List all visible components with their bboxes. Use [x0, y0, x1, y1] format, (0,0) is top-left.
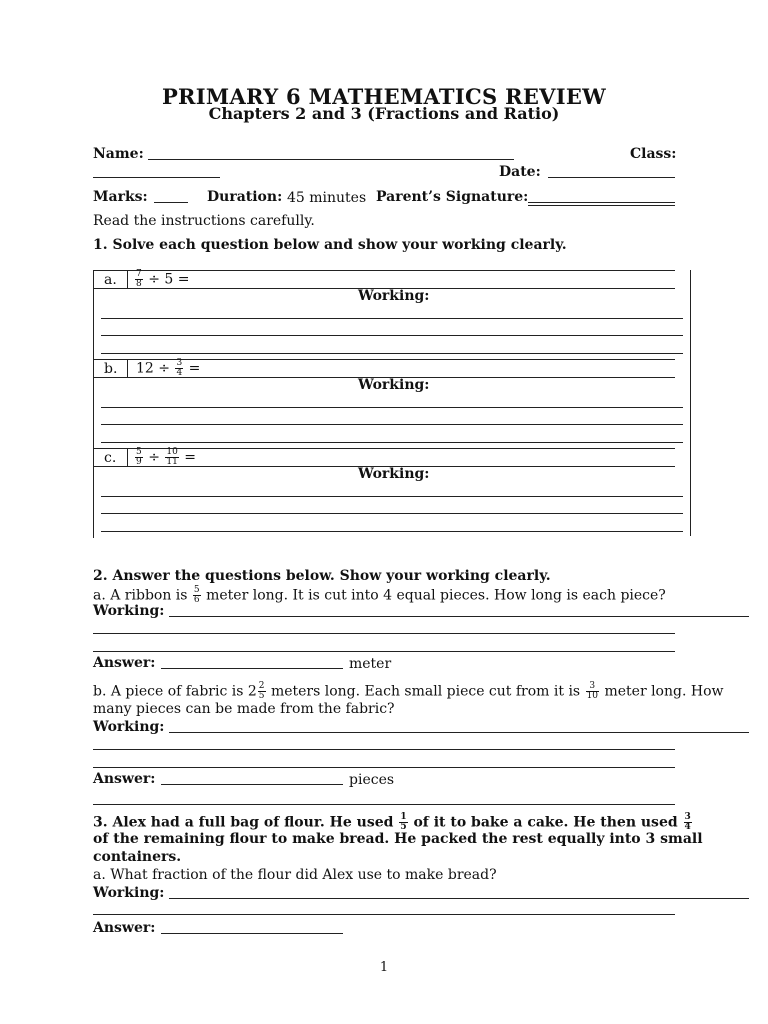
question-text: 3. Alex had a full bag of flour. He used [93, 814, 394, 831]
question-text: meter long. It is cut into 4 equal pieces. How long is each piece? [206, 587, 666, 604]
instructions-text: Read the instructions carefully. [93, 213, 315, 229]
fraction [258, 682, 266, 701]
working-line[interactable] [93, 767, 675, 768]
fraction-denominator: 8 [136, 279, 142, 289]
answer-field[interactable] [161, 668, 343, 669]
operator: ÷ [148, 271, 160, 288]
class-label: Class: [630, 146, 677, 162]
working-label: Working: [358, 288, 430, 304]
working-line[interactable] [93, 633, 675, 634]
name-label: Name: [93, 146, 144, 162]
item-c-letter: c. [104, 450, 117, 466]
answer-unit: pieces [349, 772, 395, 788]
working-line[interactable] [101, 531, 683, 532]
question-text: a. A ribbon is [93, 587, 188, 604]
marks-label: Marks: [93, 189, 148, 205]
fraction [135, 270, 143, 289]
signature-field[interactable] [528, 202, 675, 203]
working-label: Working: [93, 885, 165, 901]
fraction [399, 813, 407, 832]
separator-line [93, 804, 675, 805]
fraction-denominator: 4 [684, 822, 691, 832]
working-line[interactable] [93, 914, 675, 915]
working-label: Working: [358, 466, 430, 482]
answer-label: Answer: [93, 920, 156, 936]
section1-heading: 1. Solve each question below and show your working clearly. [93, 237, 567, 253]
fraction-denominator: 9 [136, 457, 142, 467]
page-title: PRIMARY 6 MATHEMATICS REVIEW [161, 84, 607, 109]
working-label: Working: [93, 603, 165, 619]
date-field[interactable] [548, 177, 675, 178]
fraction-numerator: 3 [176, 358, 183, 368]
working-line[interactable] [93, 749, 675, 750]
box-c-divider [127, 448, 128, 466]
working-label: Working: [358, 377, 430, 393]
box-left-border [93, 448, 94, 538]
working-line[interactable] [169, 616, 749, 617]
expression-lead: 12 ÷ [136, 360, 170, 377]
answer-unit: meter [349, 656, 392, 672]
question-text: meters long. Each small piece cut from it is [270, 683, 581, 700]
answer-field[interactable] [161, 784, 343, 785]
item-b-letter: b. [104, 361, 118, 377]
fraction-denominator: 6 [193, 595, 200, 605]
fraction-denominator: 5 [258, 691, 265, 701]
item-a-expression [134, 270, 189, 289]
expression-rest: = [184, 449, 197, 466]
fraction-numerator: 5 [136, 447, 142, 457]
working-label: Working: [93, 719, 165, 735]
working-line[interactable] [169, 898, 749, 899]
item-c-expression [134, 448, 196, 467]
page-number: 1 [379, 960, 389, 975]
question-3-line1 [93, 813, 693, 832]
section2-heading: 2. Answer the questions below. Show your working clearly. [93, 568, 551, 584]
answer-label: Answer: [93, 771, 156, 787]
working-line[interactable] [101, 318, 683, 319]
working-line[interactable] [101, 496, 683, 497]
box-right-border [690, 270, 691, 536]
fraction-denominator: 11 [166, 457, 178, 467]
question-text: b. A piece of fabric is 2 [93, 683, 257, 700]
name-field[interactable] [148, 159, 514, 160]
fraction-numerator: 1 [400, 812, 407, 822]
item-a-letter: a. [104, 272, 117, 288]
signature-underline [528, 205, 675, 206]
fraction [684, 813, 692, 832]
fraction-numerator: 3 [684, 812, 691, 822]
box-a-divider [127, 270, 128, 288]
fraction-numerator: 3 [586, 682, 599, 692]
question-text: meter long. How [604, 683, 724, 700]
duration-label: Duration: [207, 189, 283, 205]
question-2a-text [93, 586, 666, 605]
fraction-denominator: 10 [586, 691, 599, 701]
fraction [586, 682, 599, 701]
working-line[interactable] [101, 424, 683, 425]
item-b-expression [136, 359, 200, 378]
question-2b-line2: many pieces can be made from the fabric? [93, 701, 395, 717]
fraction [165, 448, 178, 467]
duration-value: 45 minutes [287, 190, 367, 206]
box-left-border [93, 270, 94, 360]
marks-field[interactable] [154, 202, 188, 203]
class-field[interactable] [93, 177, 220, 178]
working-line[interactable] [101, 353, 683, 354]
signature-label: Parent’s Signature: [376, 189, 529, 205]
working-line[interactable] [169, 732, 749, 733]
working-line[interactable] [93, 651, 675, 652]
question-3a-text: a. What fraction of the flour did Alex use to make bread? [93, 867, 497, 883]
working-line[interactable] [101, 407, 683, 408]
fraction-numerator: 5 [193, 585, 200, 595]
working-line[interactable] [101, 335, 683, 336]
operator: ÷ [148, 449, 160, 466]
fraction-numerator: 2 [258, 681, 265, 691]
fraction [135, 448, 143, 467]
expression-rest: 5 = [164, 271, 190, 288]
working-line[interactable] [101, 513, 683, 514]
fraction-denominator: 4 [176, 368, 183, 378]
fraction-numerator: 10 [166, 447, 178, 457]
question-text: of it to bake a cake. He then used [413, 814, 678, 831]
fraction [193, 586, 201, 605]
page-subtitle: Chapters 2 and 3 (Fractions and Ratio) [208, 104, 560, 123]
answer-label: Answer: [93, 655, 156, 671]
date-label: Date: [499, 164, 541, 180]
question-3-line2: of the remaining flour to make bread. He packed the rest equally into 3 small [93, 831, 703, 847]
expression-rest: = [188, 360, 201, 377]
fraction-denominator: 5 [400, 822, 407, 832]
box-left-border [93, 359, 94, 449]
fraction-numerator: 7 [136, 269, 142, 279]
answer-field[interactable] [161, 933, 343, 934]
fraction [175, 359, 183, 378]
box-b-divider [127, 359, 128, 377]
question-3-line3: containers. [93, 849, 182, 865]
question-2b-text [93, 682, 724, 701]
working-line[interactable] [101, 442, 683, 443]
